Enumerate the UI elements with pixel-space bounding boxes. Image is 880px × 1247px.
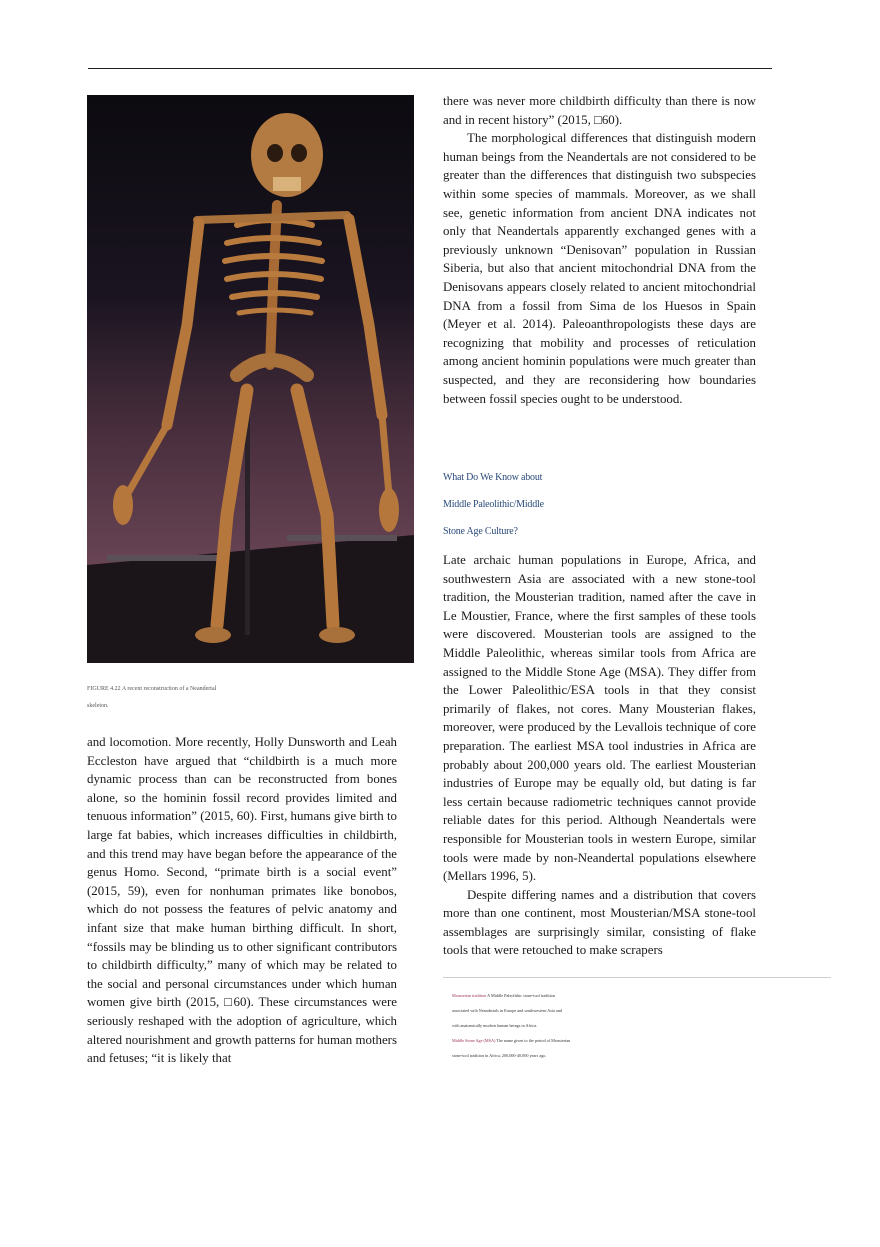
header-rule [88, 68, 772, 69]
paragraph: and locomotion. More recently, Holly Dunsworth and Leah Eccleston have argued that “childbirth is a much more dynamic process than can be reconstructed from bones alone, so the hominin fossil record provides limited and tenuous information” (2015, 60). First, humans give birth to large fat babies, which increases difficulties in childbirth, and this trend may have began before the appearance of the genus Homo. Second, “primate birth is a social event” (2015, 59), even for nonhuman primates like bonobos, which do not possess the features of pelvic anatomy and infant size that make human birthing difficult. In short, “fossils may be blinding us to other significant contributors to childbirth difficulty,” many of which may be related to the social and personal circumstances under which human women give birth (2015, □60). These circumstances were seriously reshaped with the adoption of agriculture, which altered nourishment and growth patterns for human mothers and fetuses; “it is likely that [87, 735, 397, 1066]
glossary-term: Middle Stone Age (MSA) [452, 1038, 496, 1043]
section-heading [443, 464, 643, 545]
glossary-definition-line: with anatomically modern human beings in Africa. [452, 1023, 538, 1028]
paragraph: Despite differing names and a distribution that covers more than one continent, most Mousterian/MSA stone-tool assemblages are surprisingly similar, consisting of flake tools that were retouched to make scrapers [443, 887, 756, 958]
paragraph: there was never more childbirth difficulty than there is now and in recent history” (2015, □60). [443, 94, 756, 127]
right-column-bottom [443, 551, 756, 960]
caption-line: skeleton. [87, 703, 109, 709]
glossary [452, 988, 652, 1063]
paragraph: Late archaic human populations in Europe, Africa, and southwestern Asia are associated with a new stone-tool tradition, the Mousterian tradition, named after the cave in Le Moustier, France, where the first samples of these tools were discovered. Mousterian tools are assigned to the Middle Paleolithic, whereas similar tools from Africa are assigned to the Middle Stone Age (MSA). They differ from the Lower Paleolithic/ESA tools in that they consist primarily of flakes, not cores. Many Mousterian flakes, moreover, were produced by the Levallois technique of core preparation. The earliest MSA tool industries in Africa are probably about 200,000 years old. The earliest Mousterian industries of Europe may be equally old, but dating is far less certain because radiometric techniques cannot provide reliable dates for this period. Although Neandertals were responsible for Mousterian tools in western Europe, similar tools were made by non-Neandertal populations elsewhere (Mellars 1996, 5). [443, 553, 756, 884]
heading-line: What Do We Know about [443, 472, 543, 483]
neandertal-skeleton-photo [87, 95, 414, 663]
glossary-definition-line: stone-tool tradition in Africa, 200,000-40,000 years ago. [452, 1053, 547, 1058]
heading-line: Stone Age Culture? [443, 526, 518, 537]
glossary-definition-line: associated with Neandertals in Europe and southwestern Asia and [452, 1008, 563, 1013]
heading-line: Middle Paleolithic/Middle [443, 499, 544, 510]
glossary-definition: The name given to the period of Mousterian [495, 1038, 571, 1043]
glossary-definition: A Middle Paleolithic stone-tool tradition [486, 993, 556, 998]
glossary-rule [443, 977, 831, 978]
figure-caption [87, 681, 287, 715]
glossary-entry-mousterian [452, 988, 652, 1003]
left-column [87, 733, 397, 1068]
paragraph: The morphological differences that distinguish modern human beings from the Neandertals are not considered to be greater than the differences that distinguish two subspecies within some species of mammals. Moreover, as we shall see, genetic information from ancient DNA indicates not only that Neandertals apparently exchanged genes with a previously unknown “Denisovan” population in Russian Siberia, but also that ancient mitochondrial DNA from the Denisovans appears closely related to ancient mitochondrial DNA from a fossil from Sima de los Huesos in Spain (Meyer et al. 2014). Paleoanthropologists these days are recognizing that mobility and processes of reticulation among ancient hominin populations were much greater than suspected, and they are reconsidering how boundaries between fossil species ought to be understood. [443, 131, 756, 406]
right-column-top [443, 92, 756, 408]
caption-line: FIGURE 4.22 A recent reconstruction of a Neandertal [87, 686, 217, 692]
glossary-term: Mousterian tradition [452, 993, 487, 998]
glossary-entry-msa [452, 1033, 652, 1048]
